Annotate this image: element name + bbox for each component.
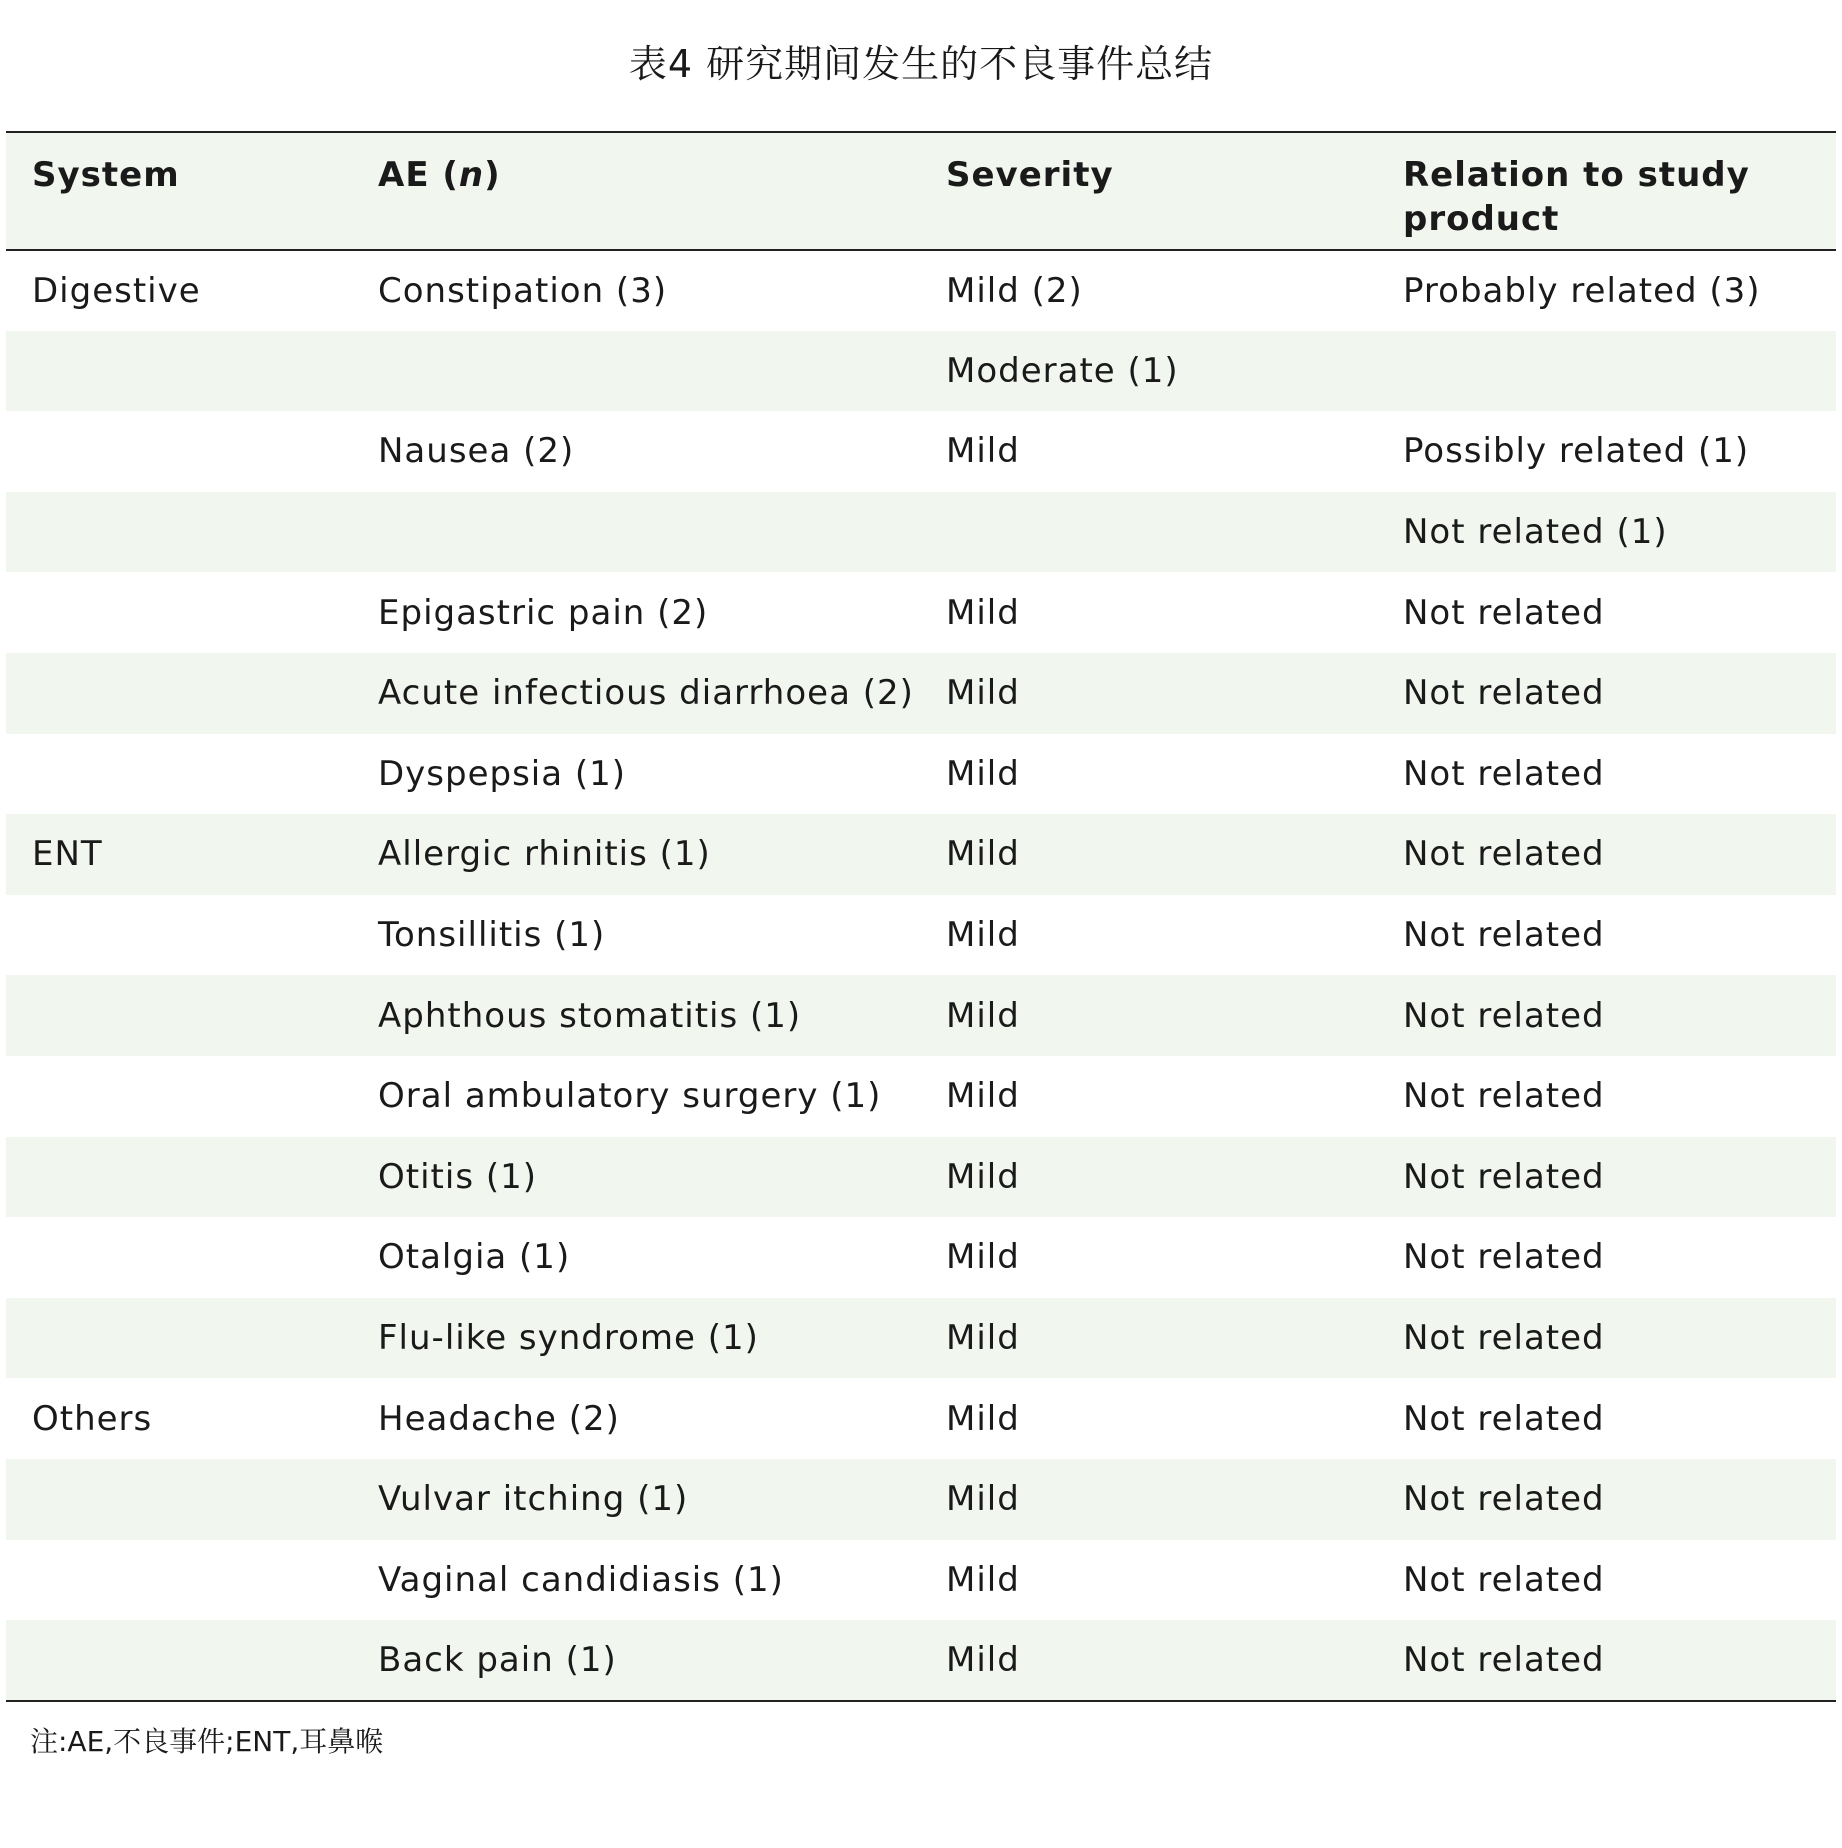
cell-ae [352, 492, 920, 573]
cell-severity: Mild [946, 915, 1020, 956]
cell-severity: Mild [946, 431, 1020, 472]
header-ae-suffix: ) [484, 155, 501, 195]
cell-ae: Dyspepsia (1) [378, 753, 627, 794]
cell-system [6, 975, 352, 1056]
cell-severity: Mild [946, 1156, 1020, 1197]
cell-ae: Headache (2) [378, 1398, 620, 1439]
table-row [6, 1137, 1836, 1218]
cell-system [6, 1217, 352, 1298]
cell-relation: Not related [1403, 753, 1605, 794]
cell-severity: Mild [946, 592, 1020, 633]
header-ae [352, 132, 920, 250]
table-row [6, 1459, 1836, 1540]
cell-ae: Otitis (1) [378, 1156, 537, 1197]
cell-system [6, 572, 352, 653]
cell-system: Others [32, 1398, 153, 1439]
cell-relation: Not related [1403, 1639, 1605, 1680]
cell-ae: Tonsillitis (1) [378, 915, 606, 956]
cell-ae: Oral ambulatory surgery (1) [378, 1076, 882, 1117]
cell-ae: Aphthous stomatitis (1) [378, 995, 802, 1036]
table-row [6, 1378, 1836, 1459]
cell-severity: Mild [946, 1639, 1020, 1680]
cell-system [6, 1459, 352, 1540]
cell-relation: Possibly related (1) [1403, 431, 1750, 472]
cell-system [6, 1620, 352, 1701]
cell-relation [1377, 331, 1836, 412]
table-row [6, 1540, 1836, 1621]
table-header-row [6, 132, 1836, 250]
header-system: System [32, 155, 180, 195]
cell-system [6, 1056, 352, 1137]
cell-relation: Probably related (3) [1403, 270, 1761, 311]
table-row [6, 653, 1836, 734]
cell-relation: Not related [1403, 1237, 1605, 1278]
cell-system [6, 653, 352, 734]
cell-ae: Nausea (2) [378, 431, 575, 472]
cell-severity: Mild [946, 834, 1020, 875]
cell-relation: Not related [1403, 1479, 1605, 1520]
cell-system [6, 1137, 352, 1218]
cell-system: Digestive [32, 270, 201, 311]
cell-severity: Mild [946, 1318, 1020, 1359]
cell-severity: Mild (2) [946, 270, 1083, 311]
cell-relation: Not related [1403, 1318, 1605, 1359]
cell-ae: Otalgia (1) [378, 1237, 571, 1278]
cell-relation: Not related [1403, 1398, 1605, 1439]
cell-system: ENT [32, 834, 103, 875]
cell-relation: Not related [1403, 834, 1605, 875]
cell-relation: Not related [1403, 1559, 1605, 1600]
header-ae-prefix: AE ( [378, 155, 459, 195]
header-severity: Severity [946, 155, 1114, 195]
cell-system [6, 492, 352, 573]
cell-ae [352, 331, 920, 412]
table-row [6, 572, 1836, 653]
table-row [6, 1217, 1836, 1298]
header-ae-n: n [458, 155, 485, 195]
table-footnote: 注:AE,不良事件;ENT,耳鼻喉 [30, 1725, 384, 1758]
cell-ae: Vulvar itching (1) [378, 1479, 689, 1520]
cell-severity: Mild [946, 753, 1020, 794]
cell-system [6, 1298, 352, 1379]
cell-relation: Not related [1403, 592, 1605, 633]
header-relation: Relation to study product [1403, 155, 1750, 239]
cell-system [6, 895, 352, 976]
cell-ae: Acute infectious diarrhoea (2) [378, 673, 914, 714]
cell-severity: Mild [946, 1237, 1020, 1278]
cell-severity: Mild [946, 673, 1020, 714]
table-row [6, 1620, 1836, 1701]
cell-ae: Back pain (1) [378, 1639, 617, 1680]
cell-relation: Not related [1403, 673, 1605, 714]
table-title: 表4 研究期间发生的不良事件总结 [628, 42, 1214, 86]
cell-relation: Not related [1403, 915, 1605, 956]
cell-system [6, 734, 352, 815]
table-row [6, 1056, 1836, 1137]
cell-relation: Not related [1403, 1156, 1605, 1197]
cell-ae: Constipation (3) [378, 270, 668, 311]
table-row [6, 975, 1836, 1056]
cell-severity: Mild [946, 1479, 1020, 1520]
cell-relation: Not related (1) [1403, 512, 1668, 553]
cell-system [6, 411, 352, 492]
table-row [6, 814, 1836, 895]
table-row [6, 492, 1836, 573]
cell-ae: Allergic rhinitis (1) [378, 834, 711, 875]
cell-severity: Mild [946, 995, 1020, 1036]
cell-system [6, 331, 352, 412]
cell-system [6, 1540, 352, 1621]
adverse-events-table [6, 131, 1836, 1702]
table-row [6, 331, 1836, 412]
cell-severity: Moderate (1) [946, 350, 1179, 391]
cell-severity: Mild [946, 1076, 1020, 1117]
cell-severity [920, 492, 1377, 573]
cell-ae: Epigastric pain (2) [378, 592, 709, 633]
table-row [6, 411, 1836, 492]
table-row [6, 895, 1836, 976]
table-row [6, 1298, 1836, 1379]
cell-ae: Vaginal candidiasis (1) [378, 1559, 784, 1600]
cell-severity: Mild [946, 1398, 1020, 1439]
table-row [6, 250, 1836, 331]
cell-relation: Not related [1403, 995, 1605, 1036]
cell-ae: Flu-like syndrome (1) [378, 1318, 759, 1359]
cell-relation: Not related [1403, 1076, 1605, 1117]
cell-severity: Mild [946, 1559, 1020, 1600]
table-row [6, 734, 1836, 815]
